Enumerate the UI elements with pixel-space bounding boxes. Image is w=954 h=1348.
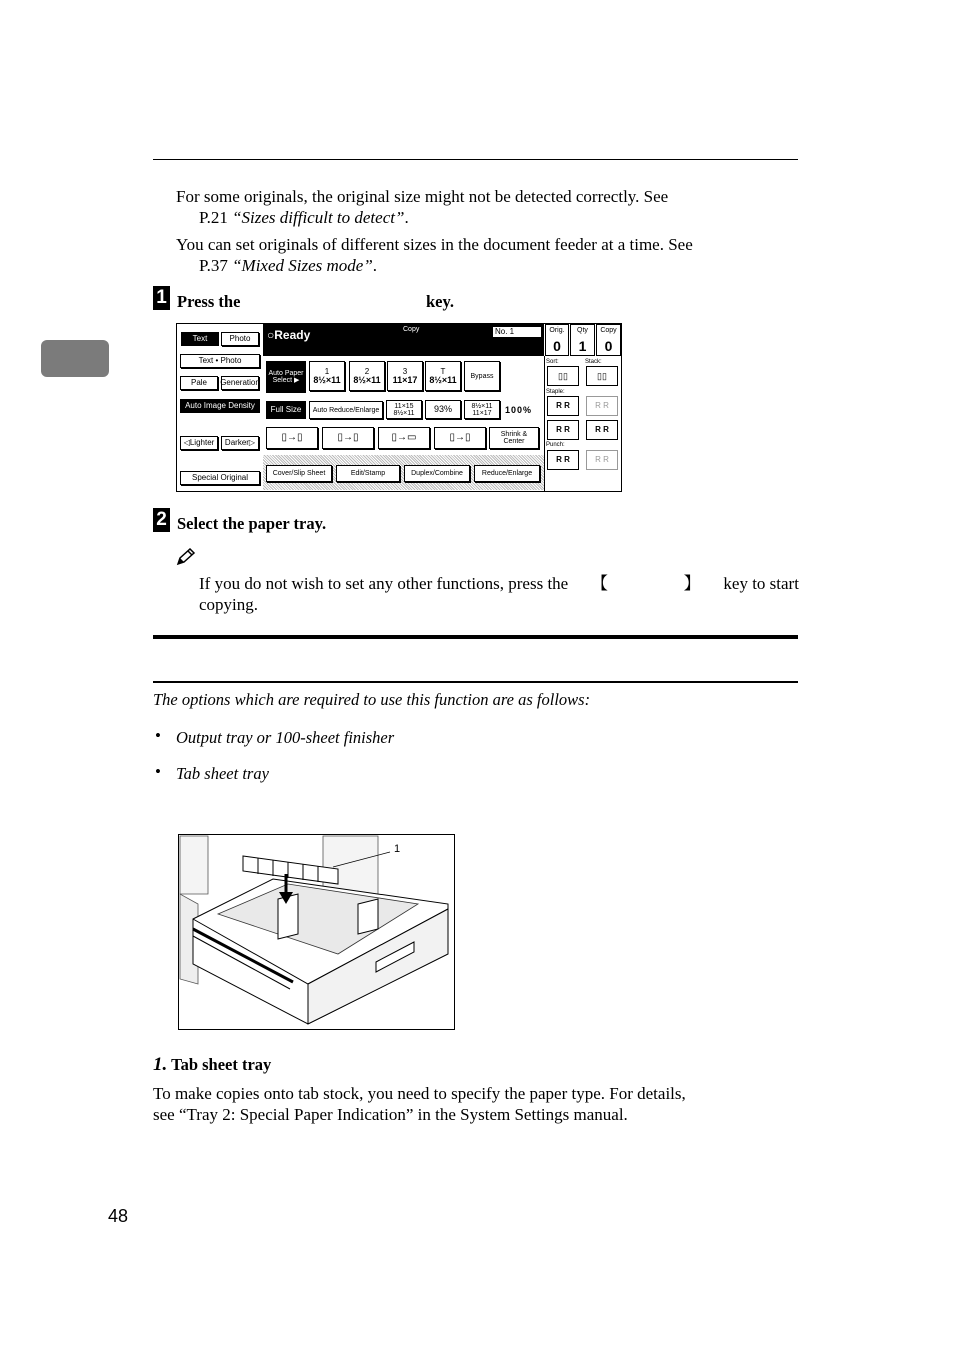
ratio-preset-2: 93% [425, 400, 461, 419]
option-item-1: Output tray or 100-sheet finisher [176, 728, 395, 747]
orientation-button-2: ▯→▯ [322, 427, 374, 449]
stack-label: Stack: [585, 359, 602, 365]
tray-1-button: 1 8½×11 [309, 361, 345, 391]
staple-icon-2: R R [586, 396, 618, 416]
sort-label: Sort: [546, 359, 559, 365]
note-1 [176, 186, 800, 228]
option-item-2: Tab sheet tray [176, 764, 269, 783]
auto-paper-select-button: Auto Paper Select ▶ [266, 361, 306, 393]
step-1-number: 1 [153, 286, 170, 310]
body-text [153, 1083, 801, 1125]
note-2-line2: P.37 “Mixed Sizes mode”. [199, 256, 378, 275]
note-1-line2: P.21 “Sizes difficult to detect”. [199, 208, 409, 227]
ratio-display: 100% [505, 405, 533, 415]
punch-icon-1: R R [547, 450, 579, 470]
step-2-number: 2 [153, 508, 170, 532]
note-2-ref-title: “Mixed Sizes mode” [232, 256, 373, 275]
note-2 [176, 234, 800, 276]
caption-number: 1. [153, 1054, 168, 1075]
body-line-2: see “Tray 2: Special Paper Indication” in the System Settings manual. [153, 1105, 628, 1124]
tab-cover-slip: Cover/Slip Sheet [266, 465, 332, 482]
options-intro: The options which are required to use this function are as follows: [153, 690, 591, 709]
callout-1: 1 [394, 843, 401, 855]
ratio-preset-1: 11×15 8½×11 [386, 400, 422, 419]
tray-2-button: 2 8½×11 [349, 361, 385, 391]
header-rule [153, 159, 798, 160]
bullet-1: • [155, 726, 161, 745]
finishing-divider [544, 356, 545, 491]
step-1-text-before: Press the [177, 292, 241, 311]
tray-3-button: 3 11×17 [387, 361, 423, 391]
tab-edit-stamp: Edit/Stamp [336, 465, 400, 482]
copy-label: Copy [403, 326, 420, 333]
staple-icon-3: R R [547, 420, 579, 440]
step-1-text-after: key. [426, 292, 454, 311]
tab-duplex-combine: Duplex/Combine [404, 465, 470, 482]
note-2-line1: You can set originals of different sizes in the document feeder at a time. See [176, 235, 693, 254]
ratio-preset-3: 8½×11 11×17 [464, 400, 500, 419]
staple-icon-1: R R [547, 396, 579, 416]
generation-button: Generation [221, 376, 259, 390]
stack-icon: ▯▯ [586, 366, 618, 386]
auto-reduce-button: Auto Reduce/Enlarge [309, 401, 383, 419]
tray-t-button: T 8½×11 [425, 361, 461, 391]
section-rule-thick [153, 635, 798, 639]
sort-icon: ▯▯ [547, 366, 579, 386]
copy-counter: Copy 0 [596, 324, 621, 356]
figure-caption [153, 1054, 271, 1076]
caption-title: Tab sheet tray [171, 1055, 272, 1074]
full-size-button: Full Size [266, 401, 306, 419]
note-1-line1: For some originals, the original size might not be detected correctly. See [176, 187, 669, 206]
orientation-button-1: ▯→▯ [266, 427, 318, 449]
bullet-2: • [155, 762, 161, 781]
step-2-text: Select the paper tray. [177, 514, 327, 533]
text-mode-button: Text [181, 332, 219, 346]
punch-label: Punch: [546, 442, 565, 448]
tab-sheet-tray-illustration [178, 834, 455, 1030]
qty-counter: Qty 1 [570, 324, 595, 356]
orig-counter: Orig. 0 [545, 324, 569, 356]
pale-button: Pale [180, 376, 218, 390]
photo-mode-button: Photo [221, 332, 259, 346]
text-photo-button: Text • Photo [180, 354, 260, 368]
staple-label: Staple: [546, 389, 565, 395]
shrink-center-button: Shrink & Center [489, 427, 539, 449]
section-rule-thin [153, 681, 798, 683]
auto-density-button: Auto Image Density [180, 399, 260, 413]
ready-status: ○Ready [267, 328, 311, 342]
note-1-ref-title: “Sizes difficult to detect” [232, 208, 405, 227]
darker-button: Darker▷ [221, 436, 259, 450]
page-number: 48 [108, 1206, 129, 1226]
pencil-note-icon [176, 548, 196, 566]
punch-icon-2: R R [586, 450, 618, 470]
bypass-button: Bypass [464, 361, 500, 391]
special-original-button: Special Original [180, 471, 260, 485]
chapter-tab [41, 340, 109, 377]
job-number: No. 1 [493, 327, 541, 337]
copier-control-panel [176, 323, 622, 492]
tab-reduce-enlarge: Reduce/Enlarge [474, 465, 540, 482]
orientation-button-4: ▯→▯ [434, 427, 486, 449]
staple-icon-4: R R [586, 420, 618, 440]
lighter-button: ◁Lighter [180, 436, 218, 450]
tip-text: If you do not wish to set any other functions, press the 【 】 key to start copying. [199, 574, 799, 614]
orientation-button-3: ▯→▭ [378, 427, 430, 449]
body-line-1: To make copies onto tab stock, you need to specify the paper type. For details, [153, 1084, 686, 1103]
